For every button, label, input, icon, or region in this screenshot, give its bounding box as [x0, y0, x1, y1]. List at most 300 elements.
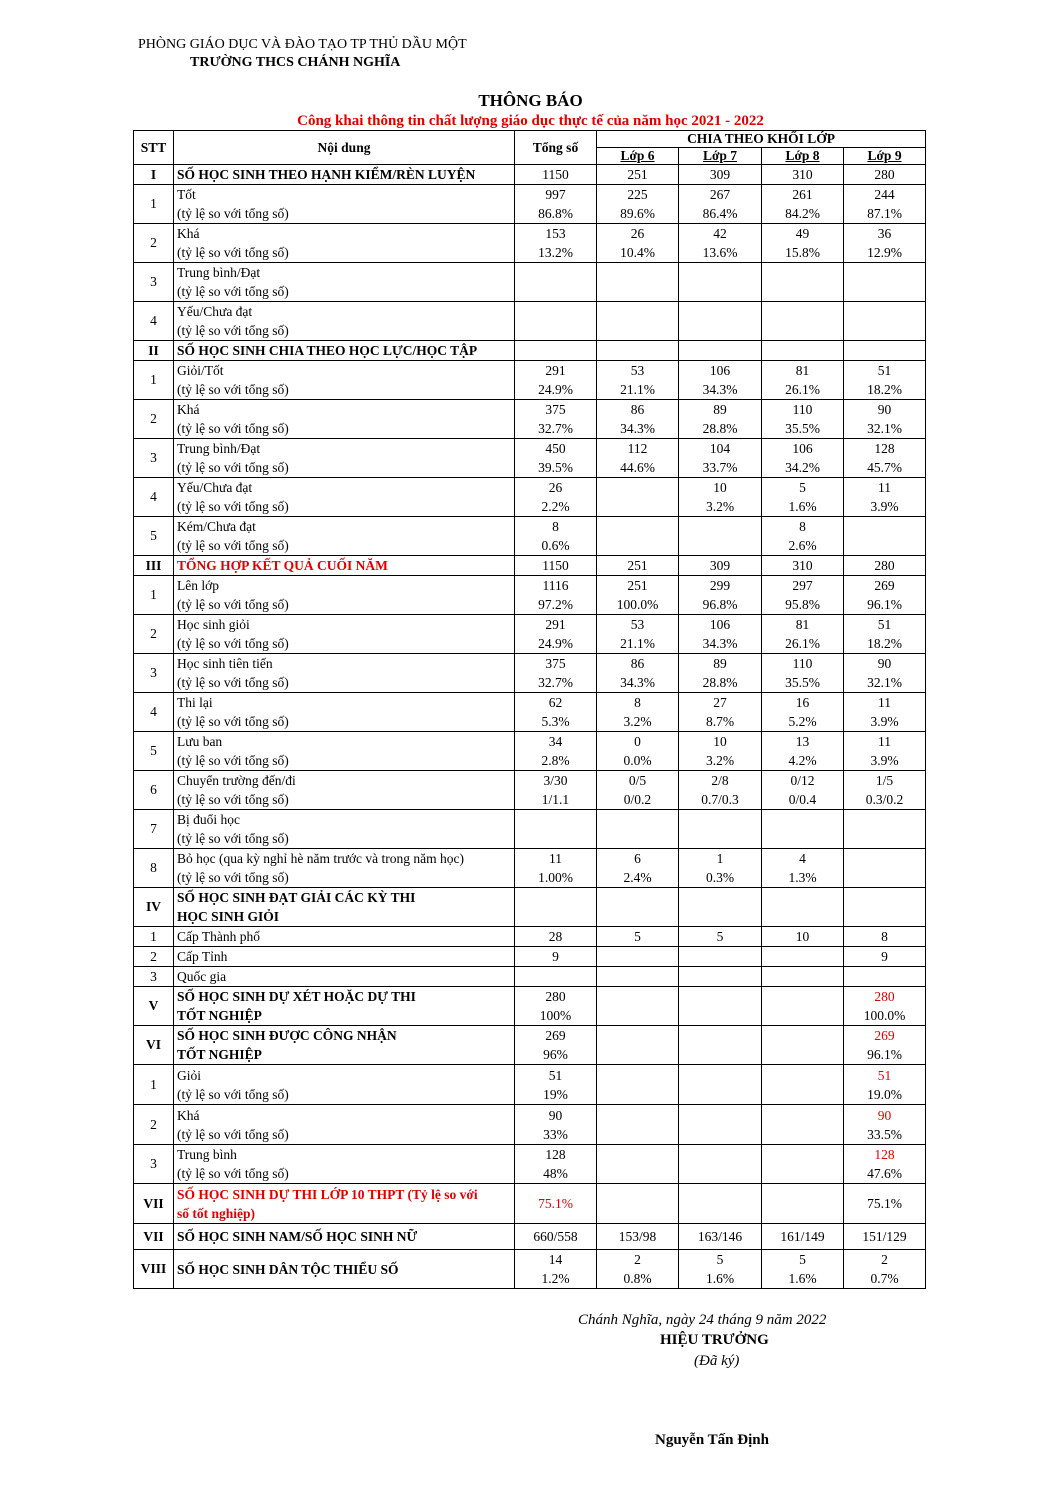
cell-ratio: 13.2% — [538, 245, 573, 260]
row-label: (tỷ lệ so với tổng số) — [177, 460, 289, 475]
cell-ratio: 33% — [543, 1126, 568, 1142]
cell-value: 8 — [552, 519, 559, 534]
cell-ratio: 32.1% — [867, 421, 902, 436]
grade-6-cell — [597, 478, 679, 517]
cell-value: 90 — [877, 656, 892, 671]
cell-ratio: 26.1% — [785, 636, 820, 651]
row-label: Khá — [177, 226, 200, 241]
cell-ratio: 5.3% — [541, 714, 570, 729]
cell-value: 110 — [792, 656, 813, 671]
cell-value: 309 — [709, 558, 731, 573]
table-row — [134, 341, 926, 361]
row-label: (tỷ lệ so với tổng số) — [177, 636, 289, 651]
grade-9-cell — [844, 1065, 926, 1105]
table-row — [134, 987, 926, 1026]
total-cell — [515, 1184, 597, 1224]
row-content — [174, 967, 515, 987]
cell-value: 10 — [713, 734, 727, 749]
row-content — [174, 810, 515, 849]
cell-ratio: 35.5% — [785, 675, 820, 690]
total-cell — [515, 341, 597, 361]
cell-value: 90 — [548, 1107, 563, 1123]
row-label: (tỷ lệ so với tổng số) — [177, 245, 289, 260]
row-stt: 2 — [134, 400, 174, 439]
grade-6-cell — [597, 927, 679, 947]
cell-value: 128 — [874, 1147, 895, 1162]
grade-9-cell — [844, 576, 926, 615]
grade-9-cell — [844, 302, 926, 341]
row-stt: 3 — [134, 654, 174, 693]
cell-value: 151/129 — [862, 1229, 907, 1244]
cell-value: 106 — [792, 441, 813, 456]
grade-8-cell — [762, 888, 844, 927]
grade-7-cell — [679, 693, 762, 732]
cell-value: 153 — [545, 226, 566, 241]
cell-ratio: 35.5% — [785, 421, 820, 436]
row-label: TỐT NGHIỆP — [177, 1008, 262, 1023]
row-content — [174, 888, 515, 927]
cell-ratio: 3.9% — [870, 714, 899, 729]
cell-ratio: 1.2% — [541, 1271, 570, 1286]
cell-value: 53 — [630, 363, 645, 378]
grade-8-cell — [762, 987, 844, 1026]
cell-ratio: 2.8% — [541, 753, 570, 768]
row-stt: 4 — [134, 302, 174, 341]
table-row — [134, 185, 926, 224]
cell-ratio: 1.6% — [705, 1271, 735, 1286]
grade-6-cell — [597, 967, 679, 987]
grade-7-cell — [679, 224, 762, 263]
cell-value: 51 — [877, 617, 892, 632]
cell-ratio: 0/0.2 — [623, 792, 652, 807]
cell-value: 81 — [795, 363, 810, 378]
cell-ratio: 21.1% — [620, 382, 655, 397]
table-row — [134, 361, 926, 400]
row-label: (tỷ lệ so với tổng số) — [177, 421, 289, 436]
cell-ratio: 0.3/0.2 — [865, 792, 904, 807]
table-row — [134, 1105, 926, 1145]
grade-8-cell — [762, 361, 844, 400]
cell-value: 90 — [877, 402, 892, 417]
cell-value: 309 — [709, 167, 731, 182]
cell-ratio: 95.8% — [785, 597, 820, 612]
grade-8-cell — [762, 439, 844, 478]
grade-8-cell — [762, 615, 844, 654]
grade-8-cell — [762, 263, 844, 302]
row-label: HỌC SINH GIỎI — [177, 909, 280, 924]
grade-8-cell — [762, 400, 844, 439]
grade-9-cell — [844, 439, 926, 478]
row-label: Quốc gia — [177, 969, 227, 984]
cell-value: 1/5 — [875, 773, 894, 788]
grade-8-cell — [762, 341, 844, 361]
row-content — [174, 1145, 515, 1184]
row-label: (tỷ lệ so với tổng số) — [177, 538, 289, 553]
cell-value: 5 — [716, 929, 724, 944]
row-label: (tỷ lệ so với tổng số) — [177, 675, 289, 690]
cell-value: 4 — [799, 851, 806, 866]
grade-7-cell — [679, 947, 762, 967]
table-row — [134, 693, 926, 732]
row-label: SỐ HỌC SINH THEO HẠNH KIỂM/RÈN LUYỆN — [177, 167, 476, 182]
cell-ratio: 34.3% — [702, 382, 738, 397]
signature-date: Chánh Nghĩa, ngày 24 tháng 9 năm 2022 — [578, 1312, 827, 1328]
total-cell — [515, 771, 597, 810]
total-cell — [515, 576, 597, 615]
header-grade-8: Lớp 8 — [762, 148, 844, 165]
row-label: (tỷ lệ so với tổng số) — [177, 382, 289, 397]
grade-9-cell — [844, 1184, 926, 1224]
row-content — [174, 263, 515, 302]
cell-ratio: 24.9% — [538, 382, 573, 397]
grade-9-cell — [844, 361, 926, 400]
cell-ratio: 33.7% — [702, 460, 738, 475]
cell-value: 11 — [878, 734, 892, 749]
total-cell — [515, 400, 597, 439]
grade-8-cell — [762, 224, 844, 263]
row-label: Cấp Thành phố — [177, 929, 260, 944]
total-cell — [515, 1065, 597, 1105]
grade-7-cell — [679, 576, 762, 615]
cell-value: 0/12 — [790, 773, 815, 788]
cell-value: 89 — [713, 656, 727, 671]
grade-9-cell — [844, 987, 926, 1026]
row-label: Lưu ban — [177, 734, 223, 749]
cell-value: 16 — [795, 695, 810, 710]
row-label: Lên lớp — [177, 578, 220, 593]
grade-8-cell — [762, 1184, 844, 1224]
total-cell — [515, 439, 597, 478]
grade-9-cell — [844, 341, 926, 361]
total-cell — [515, 732, 597, 771]
cell-value: 261 — [792, 187, 813, 202]
grade-6-cell — [597, 732, 679, 771]
cell-ratio: 12.9% — [867, 245, 902, 260]
grade-8-cell — [762, 185, 844, 224]
cell-value: 997 — [545, 187, 566, 202]
cell-ratio: 2.2% — [541, 499, 570, 514]
cell-ratio: 96.8% — [702, 597, 738, 612]
row-content — [174, 1250, 515, 1289]
row-label: (tỷ lệ so với tổng số) — [177, 1126, 289, 1142]
row-stt: 1 — [134, 1065, 174, 1105]
row-content — [174, 556, 515, 576]
grade-9-cell — [844, 478, 926, 517]
table-body — [134, 165, 926, 1289]
row-label: Khá — [177, 402, 200, 417]
signed-note: (Đã ký) — [694, 1353, 740, 1369]
grade-6-cell — [597, 771, 679, 810]
row-label: Bỏ học (qua kỳ nghỉ hè năm trước và trong năm học) — [177, 851, 465, 866]
grade-6-cell — [597, 1224, 679, 1250]
cell-value: 62 — [548, 695, 563, 710]
cell-value: 9 — [881, 949, 888, 964]
grade-9-cell — [844, 517, 926, 556]
row-label: Thi lại — [177, 695, 213, 710]
cell-value: 2 — [634, 1252, 641, 1267]
table-row — [134, 888, 926, 927]
grade-6-cell — [597, 400, 679, 439]
table-row — [134, 967, 926, 987]
row-content — [174, 185, 515, 224]
grade-8-cell — [762, 1065, 844, 1105]
cell-value: 51 — [877, 1067, 892, 1083]
total-cell — [515, 224, 597, 263]
cell-value: 26 — [630, 226, 645, 241]
row-content — [174, 615, 515, 654]
cell-ratio: 24.9% — [538, 636, 573, 651]
row-stt: 3 — [134, 967, 174, 987]
table-row — [134, 947, 926, 967]
cell-value: 28 — [548, 929, 563, 944]
row-label: (tỷ lệ so với tổng số) — [177, 1166, 289, 1181]
grade-7-cell — [679, 165, 762, 185]
cell-value: 297 — [792, 578, 813, 593]
row-label: Cấp Tỉnh — [177, 949, 228, 964]
grade-6-cell — [597, 556, 679, 576]
row-content — [174, 517, 515, 556]
grade-6-cell — [597, 1105, 679, 1145]
total-cell — [515, 693, 597, 732]
cell-value: 89 — [713, 402, 727, 417]
row-stt: VII — [134, 1224, 174, 1250]
quality-table — [133, 130, 926, 1289]
row-label: Giỏi — [177, 1067, 202, 1083]
cell-value: 75.1% — [867, 1196, 902, 1211]
cell-value: 26 — [548, 480, 563, 495]
cell-ratio: 3.9% — [870, 499, 899, 514]
cell-ratio: 32.7% — [538, 421, 573, 436]
row-content — [174, 927, 515, 947]
cell-value: 450 — [545, 441, 566, 456]
row-content — [174, 341, 515, 361]
grade-7-cell — [679, 732, 762, 771]
cell-value: 13 — [795, 734, 810, 749]
row-stt: 2 — [134, 615, 174, 654]
table-row — [134, 302, 926, 341]
row-stt: II — [134, 341, 174, 361]
department-name: PHÒNG GIÁO DỤC VÀ ĐÀO TẠO TP THỦ DẦU MỘT — [138, 37, 467, 52]
cell-value: 5 — [799, 480, 806, 495]
grade-8-cell — [762, 849, 844, 888]
grade-7-cell — [679, 341, 762, 361]
grade-7-cell — [679, 615, 762, 654]
grade-7-cell — [679, 361, 762, 400]
table-row — [134, 517, 926, 556]
cell-ratio: 1.6% — [788, 1271, 817, 1286]
grade-9-cell — [844, 810, 926, 849]
grade-7-cell — [679, 987, 762, 1026]
cell-ratio: 39.5% — [538, 460, 573, 475]
grade-9-cell — [844, 849, 926, 888]
grade-6-cell — [597, 654, 679, 693]
table-row — [134, 1145, 926, 1184]
grade-7-cell — [679, 771, 762, 810]
row-label: Học sinh giỏi — [177, 617, 250, 632]
table-row — [134, 1250, 926, 1289]
grade-6-cell — [597, 1065, 679, 1105]
cell-value: 11 — [878, 695, 892, 710]
cell-ratio: 10.4% — [620, 245, 655, 260]
grade-8-cell — [762, 1026, 844, 1065]
grade-9-cell — [844, 947, 926, 967]
cell-value: 2/8 — [711, 773, 729, 788]
row-label: Chuyển trường đến/đi — [177, 773, 296, 788]
grade-9-cell — [844, 732, 926, 771]
cell-value: 90 — [877, 1107, 892, 1123]
cell-value: 6 — [634, 851, 641, 866]
row-content — [174, 1224, 515, 1250]
table-row — [134, 654, 926, 693]
cell-value: 3/30 — [543, 773, 568, 788]
grade-9-cell — [844, 1145, 926, 1184]
cell-value: 267 — [709, 187, 731, 202]
grade-9-cell — [844, 771, 926, 810]
row-content — [174, 165, 515, 185]
cell-ratio: 19% — [543, 1086, 568, 1102]
cell-value: 269 — [874, 578, 895, 593]
cell-value: 34 — [548, 734, 563, 749]
cell-value: 5 — [799, 1252, 806, 1267]
total-cell — [515, 165, 597, 185]
cell-value: 1150 — [542, 167, 569, 182]
cell-ratio: 34.3% — [620, 421, 655, 436]
row-stt: VII — [134, 1184, 174, 1224]
cell-value: 11 — [549, 851, 562, 866]
cell-ratio: 26.1% — [785, 382, 820, 397]
grade-6-cell — [597, 693, 679, 732]
cell-ratio: 2.4% — [623, 870, 652, 885]
cell-ratio: 32.7% — [538, 675, 573, 690]
cell-value: 8 — [634, 695, 641, 710]
total-cell — [515, 185, 597, 224]
row-stt: 2 — [134, 224, 174, 263]
row-label: (tỷ lệ so với tổng số) — [177, 323, 289, 338]
total-cell — [515, 1105, 597, 1145]
header-stt: STT — [134, 131, 174, 165]
table-row — [134, 556, 926, 576]
cell-ratio: 86.4% — [702, 206, 738, 221]
cell-value: 106 — [709, 617, 731, 632]
grade-9-cell — [844, 1250, 926, 1289]
cell-value: 0 — [634, 734, 641, 749]
cell-value: 251 — [627, 578, 648, 593]
grade-7-cell — [679, 810, 762, 849]
row-stt: IV — [134, 888, 174, 927]
cell-value: 86 — [630, 402, 645, 417]
total-cell — [515, 615, 597, 654]
row-content — [174, 987, 515, 1026]
row-stt: 3 — [134, 1145, 174, 1184]
grade-9-cell — [844, 654, 926, 693]
row-content — [174, 302, 515, 341]
grade-7-cell — [679, 556, 762, 576]
row-content — [174, 654, 515, 693]
grade-9-cell — [844, 1105, 926, 1145]
cell-ratio: 3.9% — [870, 753, 899, 768]
cell-value: 244 — [874, 187, 895, 202]
row-content — [174, 224, 515, 263]
cell-ratio: 86.8% — [538, 206, 573, 221]
cell-ratio: 0.7% — [870, 1271, 899, 1286]
total-cell — [515, 361, 597, 400]
row-label: Yếu/Chưa đạt — [177, 304, 253, 319]
grade-7-cell — [679, 1105, 762, 1145]
table-row — [134, 732, 926, 771]
grade-8-cell — [762, 576, 844, 615]
row-label: (tỷ lệ so với tổng số) — [177, 753, 289, 768]
grade-7-cell — [679, 1184, 762, 1224]
table-row — [134, 165, 926, 185]
cell-value: 1 — [716, 851, 724, 866]
table-row — [134, 478, 926, 517]
grade-9-cell — [844, 693, 926, 732]
cell-value: 112 — [627, 441, 648, 456]
grade-9-cell — [844, 1224, 926, 1250]
cell-value: 8 — [881, 929, 888, 944]
total-cell — [515, 654, 597, 693]
grade-7-cell — [679, 1250, 762, 1289]
row-label: (tỷ lệ so với tổng số) — [177, 831, 289, 846]
header-content: Nội dung — [174, 131, 515, 165]
cell-value: 36 — [877, 226, 892, 241]
cell-ratio: 1/1.1 — [541, 792, 570, 807]
total-cell — [515, 302, 597, 341]
grade-6-cell — [597, 1145, 679, 1184]
grade-6-cell — [597, 439, 679, 478]
table-row — [134, 849, 926, 888]
total-cell — [515, 947, 597, 967]
cell-value: 104 — [709, 441, 731, 456]
grade-9-cell — [844, 185, 926, 224]
table-row — [134, 810, 926, 849]
table-row — [134, 1224, 926, 1250]
cell-value: 375 — [545, 402, 566, 417]
row-content — [174, 693, 515, 732]
row-label: (tỷ lệ so với tổng số) — [177, 714, 289, 729]
total-cell — [515, 478, 597, 517]
grade-7-cell — [679, 439, 762, 478]
cell-ratio: 32.1% — [867, 675, 902, 690]
grade-8-cell — [762, 771, 844, 810]
row-stt: 4 — [134, 478, 174, 517]
table-row — [134, 927, 926, 947]
grade-7-cell — [679, 263, 762, 302]
table-row — [134, 771, 926, 810]
cell-value: 11 — [878, 480, 892, 495]
grade-6-cell — [597, 224, 679, 263]
row-stt: 5 — [134, 517, 174, 556]
cell-ratio: 100% — [539, 1008, 572, 1023]
row-content — [174, 1026, 515, 1065]
row-label: Yếu/Chưa đạt — [177, 480, 253, 495]
row-label: SỐ HỌC SINH CHIA THEO HỌC LỰC/HỌC TẬP — [177, 343, 478, 358]
row-label: Học sinh tiên tiến — [177, 656, 273, 671]
grade-9-cell — [844, 1026, 926, 1065]
row-stt: 6 — [134, 771, 174, 810]
cell-ratio: 0.3% — [705, 870, 735, 885]
table-row — [134, 263, 926, 302]
cell-value: 251 — [627, 167, 648, 182]
grade-7-cell — [679, 185, 762, 224]
cell-ratio: 1.6% — [788, 499, 817, 514]
cell-value: 225 — [627, 187, 648, 202]
cell-value: 51 — [548, 1067, 563, 1083]
row-content — [174, 771, 515, 810]
grade-8-cell — [762, 517, 844, 556]
total-cell — [515, 1026, 597, 1065]
cell-ratio: 48% — [543, 1166, 568, 1181]
